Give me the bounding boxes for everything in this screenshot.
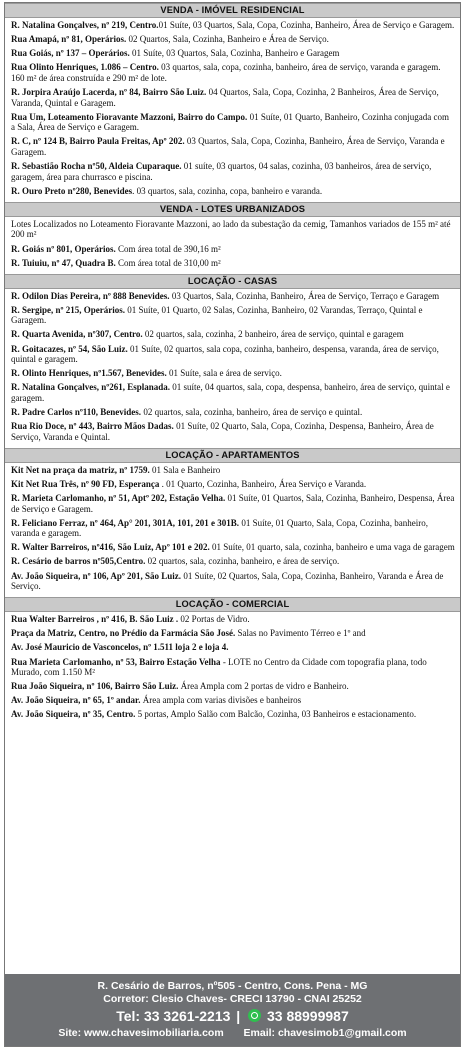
listing-address: Av. João Siqueira, nº 106, Apº 201, São Luiz.	[11, 570, 182, 581]
listing-entry	[11, 642, 455, 653]
listing-address: R. C, nº 124 B, Bairro Paula Freitas, Apº 202.	[11, 136, 185, 147]
listing-description: 01 Suíte, 01 Quarto, Banheiro, Cozinha conjugada com a Sala, Área de Serviço e Garagem.	[11, 111, 450, 133]
listing-entry	[11, 305, 455, 326]
footer-separator: |	[236, 1008, 241, 1024]
listing-description: 02 quartos, sala, cozinha, banheiro, e área de serviço.	[145, 556, 340, 567]
footer-web	[5, 1026, 460, 1040]
listing-address: Rua Olinto Henriques, 1.086 – Centro.	[11, 62, 159, 73]
listing-entry	[11, 87, 455, 108]
listing-address: R. Tuiuiu, nº 47, Quadra B.	[11, 257, 116, 268]
listing-entry	[11, 518, 455, 539]
footer-email-link[interactable]: Email: chavesimob1@gmail.com	[243, 1027, 407, 1039]
section-entries	[5, 217, 460, 274]
listing-address: Rua Goiás, nº 137 – Operários.	[11, 48, 130, 59]
listing-entry	[11, 628, 455, 639]
listing-description: Com área total de 390,16 m²	[115, 243, 221, 254]
listing-description: . 01 Quarto, Cozinha, Banheiro, Área Serviço e Varanda.	[159, 478, 367, 489]
listing-address: Rua Um, Loteamento Fioravante Mazzoni, Bairro do Campo.	[11, 111, 248, 122]
section-header: VENDA - LOTES URBANIZADOS	[5, 202, 460, 217]
listing-address: R. Goiás nº 801, Operários.	[11, 243, 116, 254]
footer-telephone: Tel: 33 3261-2213	[116, 1008, 231, 1024]
listing-description: 01 Suíte, 01 Quarto, 02 Salas, Cozinha, Banheiro, 02 Varandas, Terraço, Quintal e Garagem.	[11, 304, 423, 326]
listing-entry	[11, 34, 455, 45]
section-header: LOCAÇÃO - COMERCIAL	[5, 597, 460, 612]
listing-address: Praça da Matriz, Centro, no Prédio da Farmácia São José.	[11, 628, 236, 639]
listing-description: 01 Suíte, 02 quartos, sala copa, cozinha, banheiro, despensa, varanda, área de serviço, quintal e garagem.	[11, 343, 439, 365]
listing-description: 5 portas, Amplo Salão com Balcão, Cozinha, 03 Banheiros e estacionamento.	[135, 709, 417, 720]
listing-address: Av. José Mauricio de Vasconcelos, nº 1.511 loja 2 e loja 4.	[11, 642, 229, 653]
listing-entry	[11, 186, 455, 197]
footer-phones	[5, 1007, 460, 1026]
listing-entry	[11, 407, 455, 418]
section-header: LOCAÇÃO - APARTAMENTOS	[5, 448, 460, 463]
listing-entry	[11, 542, 455, 553]
listing-description: 02 quartos, sala, cozinha, banheiro, área de serviço e quintal.	[141, 407, 363, 418]
listing-description: 01 Suíte, 01 Quartos, Sala, Cozinha, Banheiro, Despensa, Área de Serviço e Garagem.	[11, 493, 455, 514]
listing-entry	[11, 465, 455, 476]
listing-address: Rua Walter Barreiros , nº 416, B. São Luiz .	[11, 614, 179, 625]
listing-description: 03 quartos, sala, copa, cozinha, banheiro, área de serviço, varanda e garagem. 160 m² de área construída e 290 m² de lote.	[11, 62, 441, 83]
listing-entry	[11, 556, 455, 567]
listing-description: 01 Sala e Banheiro	[149, 464, 221, 475]
listing-address: Rua Marieta Carlomanho, nº 53, Bairro Estação Velha	[11, 656, 221, 667]
listing-description: 02 Portas de Vidro.	[178, 614, 250, 625]
listing-address: R. Marieta Carlomanho, nº 51, Aptº 202, Estação Velha.	[11, 493, 226, 503]
listing-description: . 03 quartos, sala, cozinha, copa, banheiro e varanda.	[132, 185, 323, 196]
listing-address: R. Walter Barreiros, nº416, São Luiz, Apº 101 e 202.	[11, 542, 210, 553]
listing-address: R. Feliciano Ferraz, nº 464, Ap° 201, 301A, 101, 201 e 301B.	[11, 517, 240, 528]
listing-description: 01 Suíte, sala e área de serviço.	[166, 368, 282, 379]
listing-address: Av. João Siqueira, nº 65, 1º andar.	[11, 695, 141, 706]
listing-entry	[11, 382, 455, 403]
listing-entry	[11, 48, 455, 59]
listing-description: 02 quartos, sala, cozinha, 2 banheiro, área de serviço, quintal e garagem	[142, 329, 404, 340]
footer-address: R. Cesário de Barros, nº505 - Centro, Cons. Pena - MG	[97, 980, 368, 992]
listing-description: 02 Quartos, Sala, Cozinha, Banheiro e Área de Serviço.	[126, 34, 329, 45]
listing-entry	[11, 20, 455, 31]
listing-address: Rua Rio Doce, nº 443, Bairro Mãos Dadas.	[11, 421, 174, 432]
listing-address: R. Odilon Dias Pereira, nº 888 Benevides.	[11, 290, 170, 301]
listing-description: 01 suíte, 03 quartos, 04 salas, cozinha, 03 banheiros, área de serviço, garagem, área para churrasco e piscina.	[11, 161, 432, 182]
listing-entry	[11, 344, 455, 365]
listing-address: Rua João Siqueira, nº 106, Bairro São Luiz.	[11, 681, 179, 692]
listing-entry	[11, 329, 455, 340]
listing-description: Área Ampla com 2 portas de vidro e Banheiro.	[178, 681, 349, 692]
listing-entry	[11, 709, 455, 720]
section-entries	[5, 18, 460, 202]
listing-description: Área ampla com varias divisões e banheiros	[140, 695, 302, 706]
listing-entry	[11, 695, 455, 706]
footer-whatsapp-number: 33 88999987	[266, 1008, 349, 1024]
listing-address: R. Quarta Avenida, nº307, Centro.	[11, 329, 143, 340]
listing-description: 01 suíte, 04 quartos, sala, copa, despensa, banheiro, área de serviço, quintal e garagem.	[11, 382, 450, 403]
listing-description: 03 Quartos, Sala, Cozinha, Banheiro, Área de Serviço, Terraço e Garagem	[169, 290, 440, 301]
listing-entry	[11, 479, 455, 490]
listing-entry	[11, 62, 455, 83]
listing-address: R. Padre Carlos nº110, Benevides.	[11, 407, 142, 418]
listing-entry	[11, 258, 455, 269]
listing-address: R. Natalina Gonçalves, nº 219, Centro.	[11, 20, 159, 30]
footer-broker: Corretor: Clesio Chaves- CRECI 13790 - CNAI 25252	[103, 993, 362, 1005]
listing-sections	[5, 3, 460, 726]
section-entries	[5, 289, 460, 448]
listing-entry	[11, 421, 455, 442]
listing-address: R. Sebastião Rocha nº50, Aldeia Cuparaque.	[11, 161, 182, 172]
listing-address: R. Natalina Gonçalves, nº261, Esplanada.	[11, 382, 170, 393]
listing-description: 03 Quartos, Sala, Copa, Cozinha, Banheiro, Área de Serviço, Varanda e Garagem.	[11, 136, 445, 157]
section-header: LOCAÇÃO - CASAS	[5, 274, 460, 289]
listing-description: Lotes Localizados no Loteamento Fioravante Mazzoni, ao lado da subestação da cemig, Tamanhos variados de 155 m² até 200 m²	[11, 218, 451, 240]
listing-address: R. Goitacazes, nº 54, São Luiz.	[11, 343, 128, 354]
listing-entry	[11, 493, 455, 514]
listing-address: R. Cesário de barros nº505,Centro.	[11, 556, 146, 567]
section-entries	[5, 612, 460, 725]
listing-address: Rua Amapá, nº 81, Operários.	[11, 34, 127, 45]
listing-entry	[11, 657, 455, 678]
listing-description: 01 Suíte, 02 Quarto, Sala, Copa, Cozinha, Despensa, Banheiro, Área de Serviço, Varanda e Quintal.	[11, 421, 434, 442]
footer-site-link[interactable]: Site: www.chavesimobiliaria.com	[58, 1027, 224, 1039]
listing-description: 01 Suíte, 01 quarto, sala, cozinha, banheiro e uma vaga de garagem	[209, 542, 455, 553]
listing-entry	[11, 112, 455, 133]
section-entries	[5, 463, 460, 597]
contact-footer	[5, 974, 460, 1046]
listing-description: 01 Suíte, 03 Quartos, Sala, Cozinha, Banheiro e Garagem	[129, 48, 340, 59]
listing-address: Av. João Siqueira, nº 35, Centro.	[11, 709, 136, 720]
listing-description: 04 Quartos, Sala, Copa, Cozinha, 2 Banheiros, Área de Serviço, Varanda, Quintal e Garagem.	[11, 86, 439, 108]
whatsapp-icon	[248, 1009, 261, 1022]
listing-address: Kit Net Rua Três, nº 90 FD, Esperança	[11, 478, 160, 489]
listing-address: Kit Net na praça da matriz, nº 1759.	[11, 464, 150, 475]
listing-address: R. Ouro Preto nº280, Benevides	[11, 185, 133, 196]
listing-entry	[11, 571, 455, 592]
listing-description: 01 Suíte, 03 Quartos, Sala, Copa, Cozinha, Banheiro, Área de Serviço e Garagem.	[158, 20, 455, 30]
listing-description: 01 Suíte, 01 Quarto, Sala, Copa, Cozinha, banheiro, varanda e garagem.	[11, 517, 429, 539]
listing-entry	[11, 136, 455, 157]
listing-description: 01 Suíte, 02 Quartos, Sala, Copa, Cozinha, Banheiro, Varanda e Área de Serviço.	[11, 570, 444, 592]
listing-description: Salas no Pavimento Térreo e 1º and	[235, 628, 366, 639]
listing-entry	[11, 368, 455, 379]
listing-description: Com área total de 310,00 m²	[115, 257, 221, 268]
listing-entry	[11, 219, 455, 240]
listing-entry	[11, 681, 455, 692]
listing-address: R. Olinto Henriques, nº1.567, Benevides.	[11, 368, 167, 379]
classified-listing-page	[4, 2, 461, 1047]
listing-entry	[11, 244, 455, 255]
listing-entry	[11, 161, 455, 182]
listing-address: R. Jorpira Araújo Lacerda, nº 84, Bairro São Luiz.	[11, 86, 207, 97]
listing-description: - LOTE no Centro da Cidade com topografia plana, todo Murado, com 1.150 M²	[11, 656, 427, 678]
listing-entry	[11, 614, 455, 625]
section-header: VENDA - IMÓVEL RESIDENCIAL	[5, 3, 460, 18]
listing-address: R. Sergipe, nº 215, Operários.	[11, 304, 125, 315]
listing-entry	[11, 291, 455, 302]
